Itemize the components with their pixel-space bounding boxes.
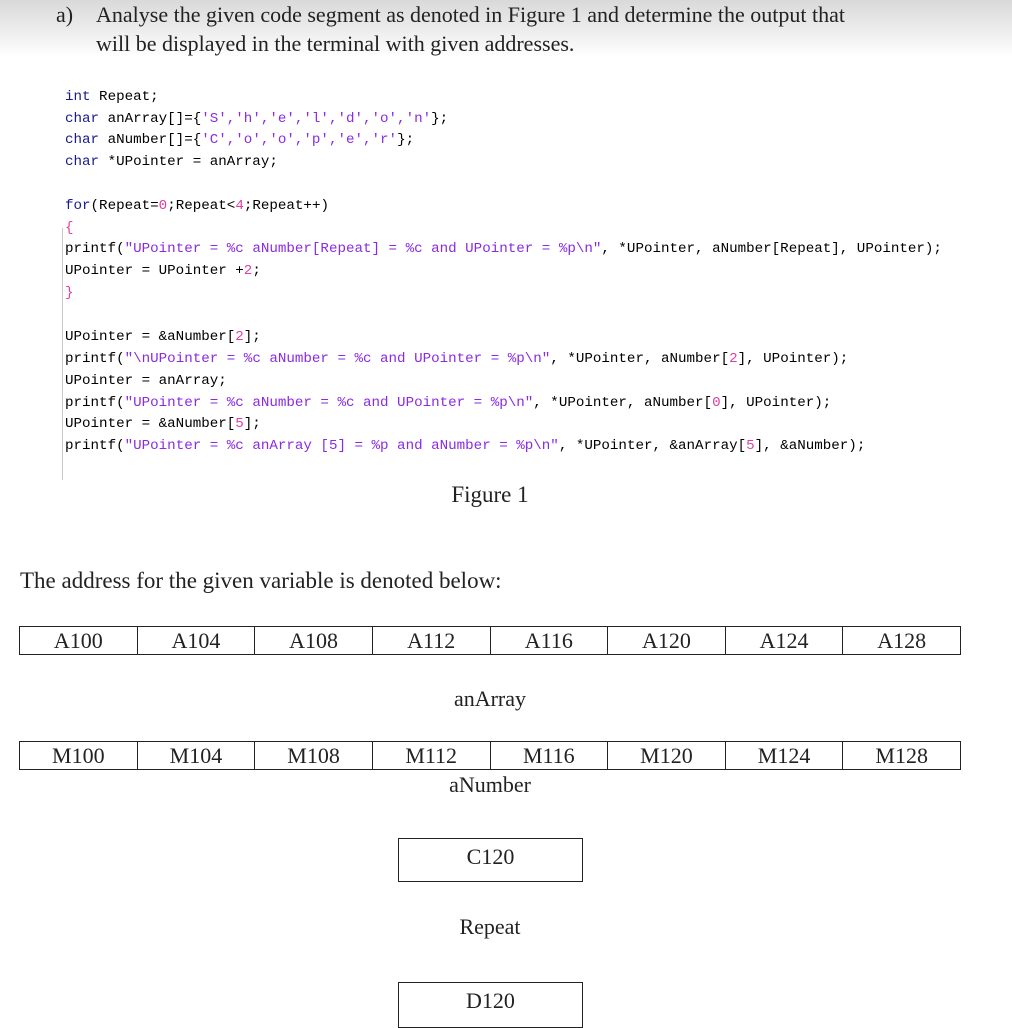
anarray-address-cell: A120	[608, 627, 726, 654]
address-intro: The address for the given variable is denoted below:	[20, 568, 502, 593]
anumber-address-cell: M100	[20, 742, 138, 769]
anumber-address-cell: M116	[491, 742, 609, 769]
anumber-address-cell: M104	[138, 742, 256, 769]
code-line-printf-3: printf("UPointer = %c aNumber = %c and UPointer = %p\n", *UPointer, aNumber[0], UPointer);	[65, 395, 832, 411]
anarray-address-cell: A104	[138, 627, 256, 654]
anarray-address-cell: A108	[255, 627, 373, 654]
code-line-decl-anarray: char anArray[]={'S','h','e','l','d','o','n'};	[65, 111, 449, 127]
code-line-assign-1: UPointer = &aNumber[2];	[65, 329, 261, 345]
anarray-label: anArray	[453, 686, 527, 711]
pointer-address-box: D120	[398, 982, 583, 1028]
anarray-address-cell: A112	[373, 627, 491, 654]
anumber-address-cell: M124	[726, 742, 844, 769]
anarray-address-cell: A116	[491, 627, 609, 654]
code-line-assign-2: UPointer = anArray;	[65, 373, 227, 389]
code-line-increment: UPointer = UPointer +2;	[65, 263, 261, 279]
anumber-address-cell: M108	[255, 742, 373, 769]
question-line-2: will be displayed in the terminal with given addresses.	[96, 31, 575, 56]
code-line-decl-pointer: char *UPointer = anArray;	[65, 154, 278, 170]
repeat-address-box: C120	[398, 838, 583, 882]
repeat-label: Repeat	[459, 914, 521, 939]
anumber-label: aNumber	[449, 772, 531, 797]
anumber-address-cell: M120	[608, 742, 726, 769]
question-label: a)	[56, 2, 74, 27]
anarray-address-row	[19, 626, 961, 655]
code-line-decl-repeat: int Repeat;	[65, 89, 159, 105]
anarray-address-cell: A128	[877, 628, 927, 653]
code-line-decl-anumber: char aNumber[]={'C','o','o','p','e','r'};	[65, 132, 415, 148]
anarray-address-cell: A124	[726, 627, 844, 654]
code-line-close-brace: }	[65, 285, 74, 301]
anumber-address-cell: M112	[373, 742, 491, 769]
code-line-open-brace: {	[65, 220, 74, 236]
code-line-printf-1: printf("UPointer = %c aNumber[Repeat] = %c and UPointer = %p\n", *UPointer, aNumber[Repeat], UPointer);	[65, 241, 942, 257]
anarray-address-cell: A100	[20, 627, 138, 654]
figure-caption: Figure 1	[451, 482, 529, 507]
code-line-assign-3: UPointer = &aNumber[5];	[65, 416, 261, 432]
code-line-printf-2: printf("\nUPointer = %c aNumber = %c and UPointer = %p\n", *UPointer, aNumber[2], UPointer);	[65, 351, 849, 367]
code-line-printf-4: printf("UPointer = %c anArray [5] = %p and aNumber = %p\n", *UPointer, &anArray[5], &aNumber);	[65, 438, 866, 454]
code-listing	[62, 0, 962, 454]
anumber-address-cell: M128	[875, 743, 928, 768]
anumber-address-row	[19, 741, 961, 770]
code-line-for: for(Repeat=0;Repeat<4;Repeat++)	[65, 198, 329, 214]
question-line-1: Analyse the given code segment as denoted in Figure 1 and determine the output that	[96, 2, 846, 27]
